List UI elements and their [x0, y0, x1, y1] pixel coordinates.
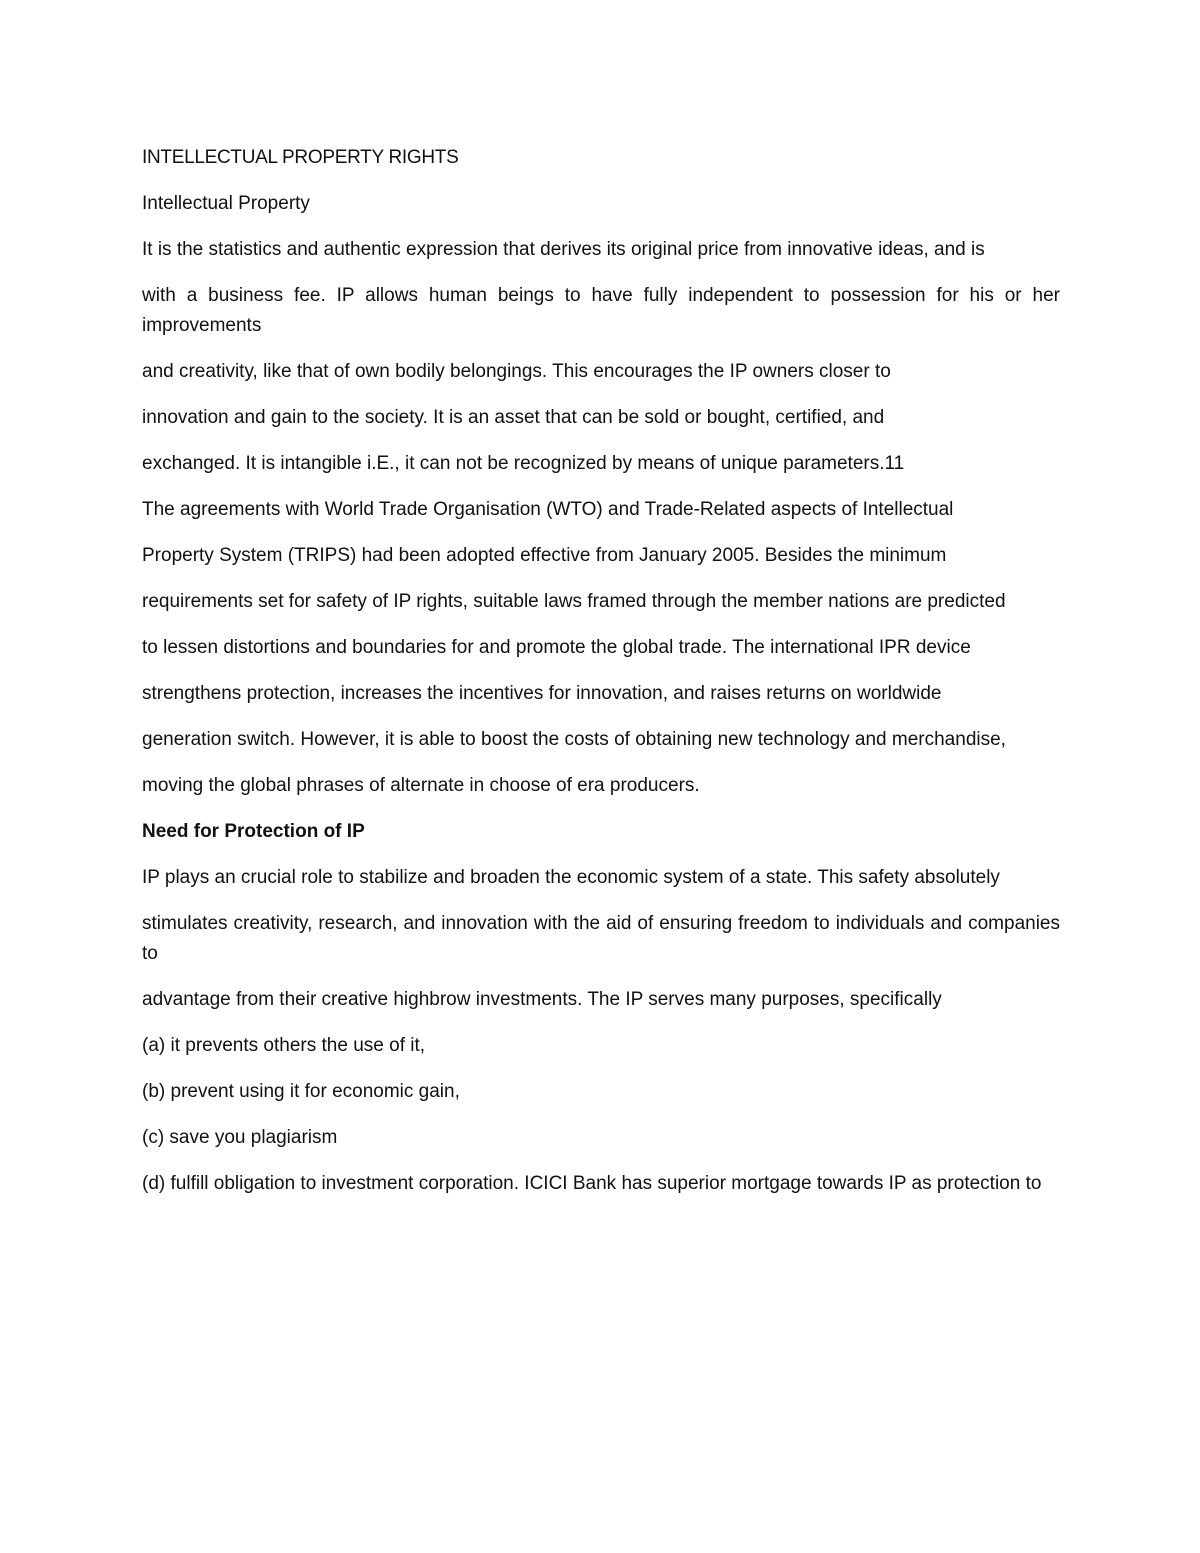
list-item: (c) save you plagiarism [142, 1127, 338, 1148]
document-title: INTELLECTUAL PROPERTY RIGHTS [142, 147, 459, 168]
paragraph: exchanged. It is intangible i.E., it can not be recognized by means of unique parameters.11 [142, 453, 905, 474]
document-page [142, 143, 1060, 1215]
document-subtitle: Intellectual Property [142, 193, 310, 214]
paragraph: IP plays an crucial role to stabilize and broaden the economic system of a state. This safety absolutely [142, 867, 1000, 888]
paragraph: moving the global phrases of alternate in choose of era producers. [142, 775, 700, 796]
paragraph: with a business fee. IP allows human beings to have fully independent to possession for his or her improvements [142, 285, 1060, 336]
list-item: (b) prevent using it for economic gain, [142, 1081, 460, 1102]
paragraph: It is the statistics and authentic expression that derives its original price from innovative ideas, and is [142, 239, 985, 260]
list-item: (a) it prevents others the use of it, [142, 1035, 426, 1056]
paragraph: stimulates creativity, research, and innovation with the aid of ensuring freedom to individuals and companies to [142, 913, 1060, 964]
paragraph: advantage from their creative highbrow investments. The IP serves many purposes, specifically [142, 989, 942, 1010]
section-heading: Need for Protection of IP [142, 821, 365, 842]
paragraph: Property System (TRIPS) had been adopted effective from January 2005. Besides the minimum [142, 545, 947, 566]
paragraph: requirements set for safety of IP rights, suitable laws framed through the member nations are predicted [142, 591, 1006, 612]
paragraph: generation switch. However, it is able to boost the costs of obtaining new technology and merchandise, [142, 729, 1006, 750]
paragraph: and creativity, like that of own bodily belongings. This encourages the IP owners closer to [142, 361, 891, 382]
paragraph: to lessen distortions and boundaries for and promote the global trade. The international IPR device [142, 637, 971, 658]
paragraph: innovation and gain to the society. It is an asset that can be sold or bought, certified, and [142, 407, 885, 428]
paragraph: strengthens protection, increases the incentives for innovation, and raises returns on worldwide [142, 683, 942, 704]
paragraph: The agreements with World Trade Organisation (WTO) and Trade-Related aspects of Intellectual [142, 499, 954, 520]
list-item: (d) fulfill obligation to investment corporation. ICICI Bank has superior mortgage towards IP as protection to [142, 1173, 1042, 1194]
